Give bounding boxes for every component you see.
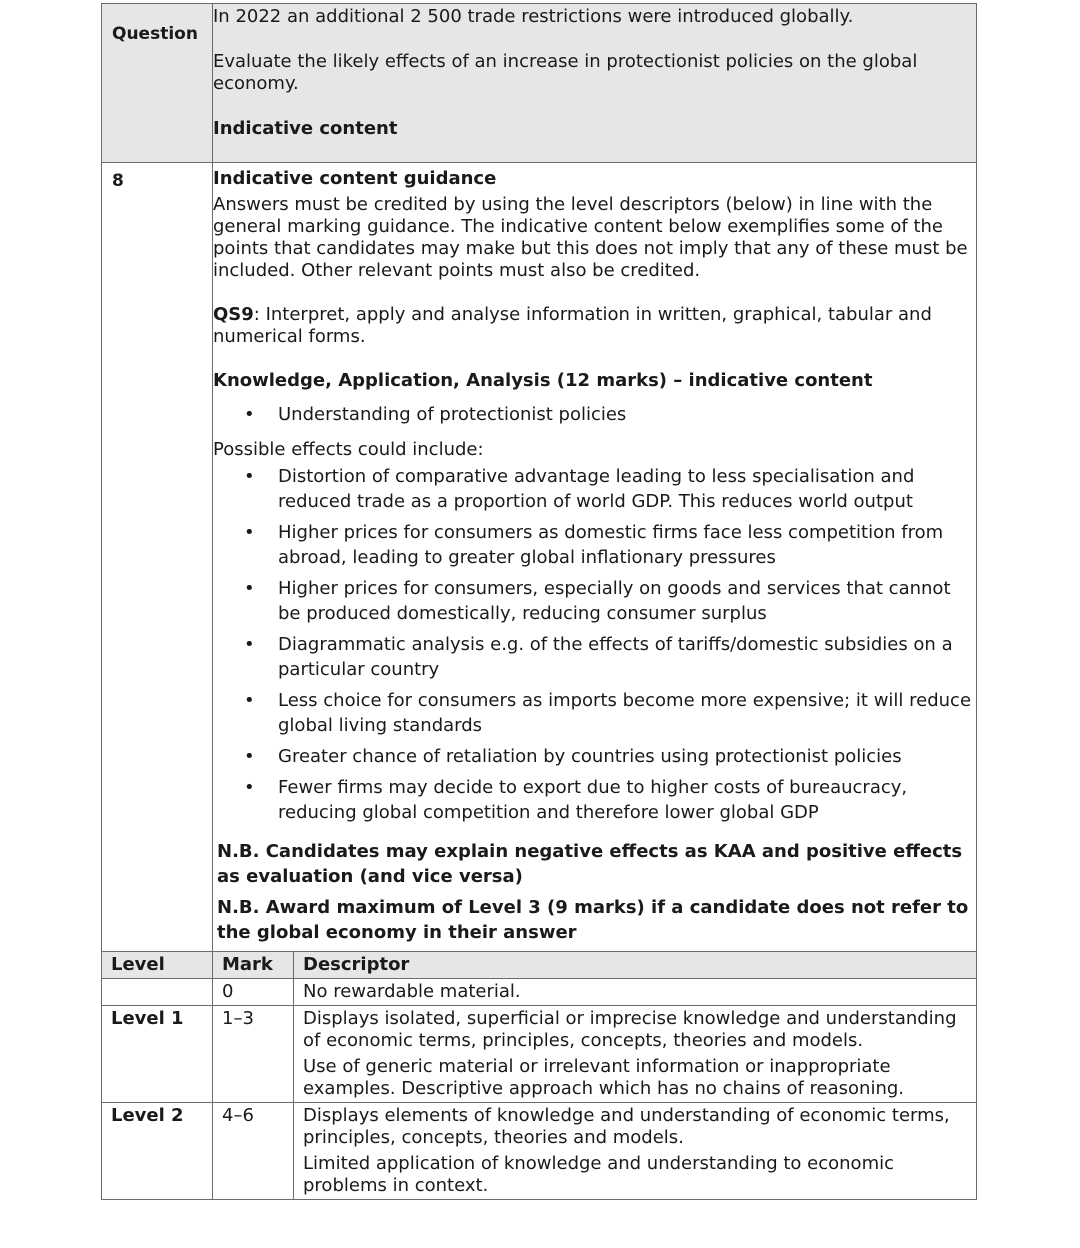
header-level: Level <box>102 951 213 978</box>
question-label: Question <box>112 24 198 44</box>
bullet-icon: • <box>244 466 255 487</box>
level-descriptors-table <box>101 951 977 1200</box>
question-task: Evaluate the likely effects of an increase in protectionist policies on the global economy. <box>213 51 918 94</box>
mark-cell: 0 <box>213 978 294 1005</box>
level-cell: Level 2 <box>102 1102 213 1199</box>
bullet-icon: • <box>244 690 255 711</box>
bullet-icon: • <box>244 777 255 798</box>
qs9-label: QS9 <box>213 304 254 325</box>
guidance-title: Indicative content guidance <box>213 168 497 189</box>
bullet-icon: • <box>244 634 255 655</box>
header-mark: Mark <box>213 951 294 978</box>
levels-header-row <box>102 951 977 978</box>
table-row <box>102 1102 977 1199</box>
list-item: • Understanding of protectionist policies <box>244 404 627 425</box>
descriptor-cell: No rewardable material. <box>294 978 977 1005</box>
mark-cell: 4–6 <box>213 1102 294 1199</box>
mark-cell: 1–3 <box>213 1005 294 1102</box>
table-row <box>102 1005 977 1102</box>
nb-note: N.B. Award maximum of Level 3 (9 marks) if a candidate does not refer to the global economy in their answer <box>217 897 969 943</box>
guidance-text: Answers must be credited by using the level descriptors (below) in line with the general marking guidance. The indicative content below exemplifies some of the points that candidates may make but this does not imply that any of these must be included. Other relevant points must also be credited. <box>213 194 968 281</box>
descriptor-cell: Displays isolated, superficial or imprecise knowledge and understanding of economic terms, principles, concepts, theories and models. Use of generic material or irrelevant information or inappropriate examples. Descriptive approach which has no chains of reasoning. <box>294 1005 977 1102</box>
list-item: • Higher prices for consumers, especially on goods and services that cannot be produced domestically, reducing consumer surplus <box>244 578 951 624</box>
nb-note: N.B. Candidates may explain negative effects as KAA and positive effects as evaluation (and vice versa) <box>217 841 963 887</box>
question-stem: In 2022 an additional 2 500 trade restrictions were introduced globally. <box>213 6 854 27</box>
qs9-line <box>213 304 976 348</box>
header-descriptor: Descriptor <box>294 951 977 978</box>
bullet-icon: • <box>244 746 255 767</box>
effects-list <box>213 464 976 825</box>
indicative-content-cell <box>213 163 977 952</box>
bullet-icon: • <box>244 522 255 543</box>
list-item: • Greater chance of retaliation by countries using protectionist policies <box>244 746 902 767</box>
list-item: • Less choice for consumers as imports become more expensive; it will reduce global living standards <box>244 690 972 736</box>
kaa-heading: Knowledge, Application, Analysis (12 marks) – indicative content <box>213 370 873 391</box>
level-cell: Level 1 <box>102 1005 213 1102</box>
question-label-cell <box>102 4 213 163</box>
qs9-text: : Interpret, apply and analyse information in written, graphical, tabular and numerical forms. <box>213 304 932 347</box>
list-item: • Diagrammatic analysis e.g. of the effects of tariffs/domestic subsidies on a particular country <box>244 634 953 680</box>
question-row <box>102 4 977 163</box>
question-text-cell <box>213 4 977 163</box>
list-item: • Fewer firms may decide to export due to higher costs of bureaucracy, reducing global competition and therefore lower global GDP <box>244 777 908 823</box>
question-number: 8 <box>112 171 124 191</box>
content-row <box>102 163 977 952</box>
bullet-icon: • <box>244 404 255 425</box>
bullet-icon: • <box>244 578 255 599</box>
indicative-content-heading: Indicative content <box>213 118 398 139</box>
mark-scheme-table <box>101 3 977 952</box>
list-item: • Distortion of comparative advantage leading to less specialisation and reduced trade as a proportion of world GDP. This reduces world output <box>244 466 915 512</box>
table-row <box>102 978 977 1005</box>
level-cell <box>102 978 213 1005</box>
question-number-cell <box>102 163 213 952</box>
effects-intro: Possible effects could include: <box>213 439 484 460</box>
understanding-list <box>213 402 976 427</box>
mark-scheme-document <box>101 3 977 1200</box>
descriptor-cell: Displays elements of knowledge and understanding of economic terms, principles, concepts, theories and models. Limited application of knowledge and understanding to economic problems in context. <box>294 1102 977 1199</box>
list-item: • Higher prices for consumers as domestic firms face less competition from abroad, leading to greater global inflationary pressures <box>244 522 944 568</box>
